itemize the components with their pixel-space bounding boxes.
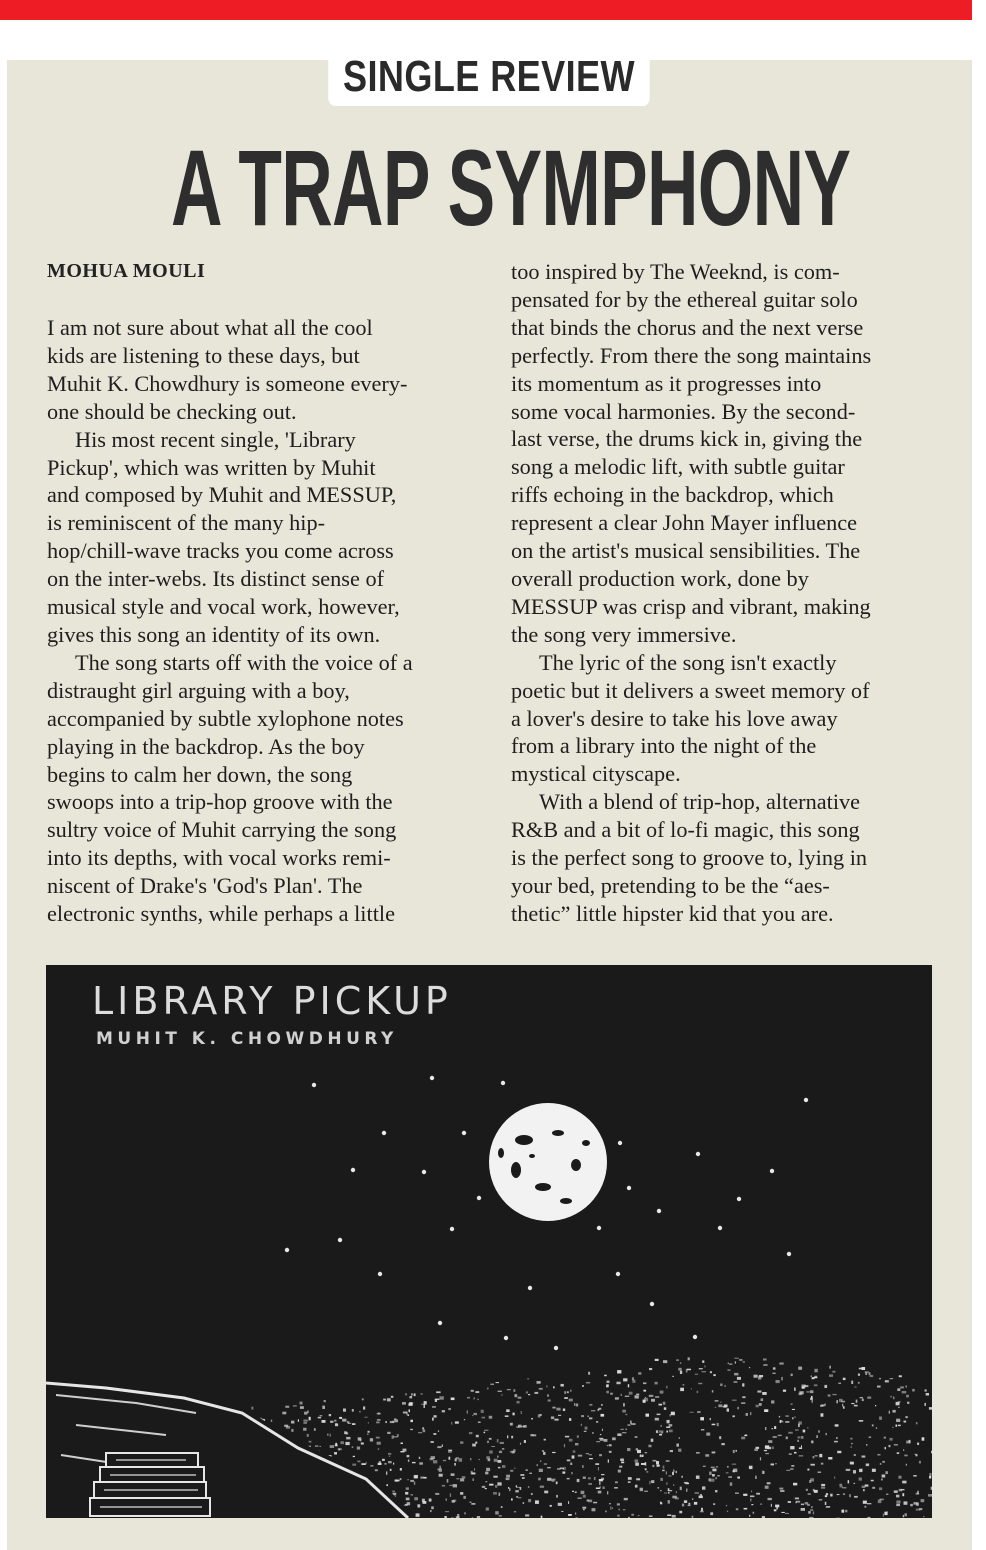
text-line: riffs echoing in the backdrop, which (511, 482, 834, 508)
top-accent-bar (0, 0, 972, 20)
text-line: one should be checking out. (47, 398, 297, 424)
text-line: I am not sure about what all the cool (47, 315, 373, 340)
text-line: on the artist's musical sensibilities. The (511, 538, 861, 564)
moon (489, 1103, 607, 1221)
cover-title: LIBRARY PICKUP (92, 979, 452, 1023)
text-line: R&B and a bit of lo-fi magic, this song (511, 817, 860, 843)
text-line: poetic but it delivers a sweet memory of (511, 677, 870, 703)
text-line: Muhit K. Chowdhury is someone every- (47, 370, 408, 396)
text-line: too inspired by The Weeknd, is com- (511, 259, 840, 284)
text-line: perfectly. From there the song maintains (511, 342, 872, 368)
text-line: last verse, the drums kick in, giving the (511, 426, 863, 452)
text-line: With a blend of trip-hop, alternative (539, 789, 861, 815)
text-line: electronic synths, while perhaps a little (47, 901, 395, 927)
text-line: is reminiscent of the many hip- (47, 510, 326, 536)
text-line: the song very immersive. (511, 621, 737, 647)
text-line: that binds the chorus and the next verse (511, 314, 864, 340)
text-line: some vocal harmonies. By the second- (511, 398, 856, 424)
headline: A TRAP SYMPHONY (171, 127, 851, 248)
album-cover-image (46, 965, 932, 1518)
text-line: Pickup', which was written by Muhit (47, 454, 376, 480)
text-line: hop/chill-wave tracks you come across (47, 538, 394, 564)
text-line: and composed by Muhit and MESSUP, (47, 482, 397, 508)
text-line: into its depths, with vocal works remi- (47, 845, 391, 871)
text-line: The song starts off with the voice of a (75, 649, 413, 675)
text-line: distraught girl arguing with a boy, (47, 677, 350, 703)
text-line: represent a clear John Mayer influence (511, 510, 858, 536)
text-line: kids are listening to these days, but (47, 342, 360, 368)
text-line: swoops into a trip-hop groove with the (47, 789, 393, 815)
text-line: His most recent single, 'Library (75, 426, 356, 452)
text-line: playing in the backdrop. As the boy (47, 733, 365, 759)
text-line: overall production work, done by (511, 565, 809, 591)
text-line: from a library into the night of the (511, 733, 817, 759)
text-line: niscent of Drake's 'God's Plan'. The (47, 873, 363, 899)
text-line: pensated for by the ethereal guitar solo (511, 286, 858, 312)
text-line: The lyric of the song isn't exactly (539, 649, 837, 675)
text-line: thetic” little hipster kid that you are. (511, 900, 834, 926)
article-column-2 (511, 258, 871, 928)
text-line: musical style and vocal work, however, (47, 594, 400, 620)
text-line: a lover's desire to take his love away (511, 705, 838, 731)
text-line: MESSUP was crisp and vibrant, making (511, 593, 871, 619)
books (90, 1453, 210, 1516)
text-line: mystical cityscape. (511, 761, 681, 787)
text-line: your bed, pretending to be the “aes- (511, 872, 830, 898)
article-column-1 (47, 314, 413, 928)
text-line: its momentum as it progresses into (511, 370, 822, 396)
text-line: begins to calm her down, the song (47, 761, 353, 787)
byline: MOHUA MOULI (47, 260, 206, 282)
text-line: gives this song an identity of its own. (47, 621, 381, 647)
text-line: accompanied by subtle xylophone notes (47, 705, 404, 731)
text-line: on the inter-webs. Its distinct sense of (47, 566, 385, 592)
cover-artist: MUHIT K. CHOWDHURY (96, 1029, 398, 1049)
text-line: is the perfect song to groove to, lying in (511, 845, 868, 871)
text-line: sultry voice of Muhit carrying the song (47, 817, 397, 843)
section-kicker: SINGLE REVIEW (328, 48, 649, 106)
text-line: song a melodic lift, with subtle guitar (511, 454, 845, 480)
